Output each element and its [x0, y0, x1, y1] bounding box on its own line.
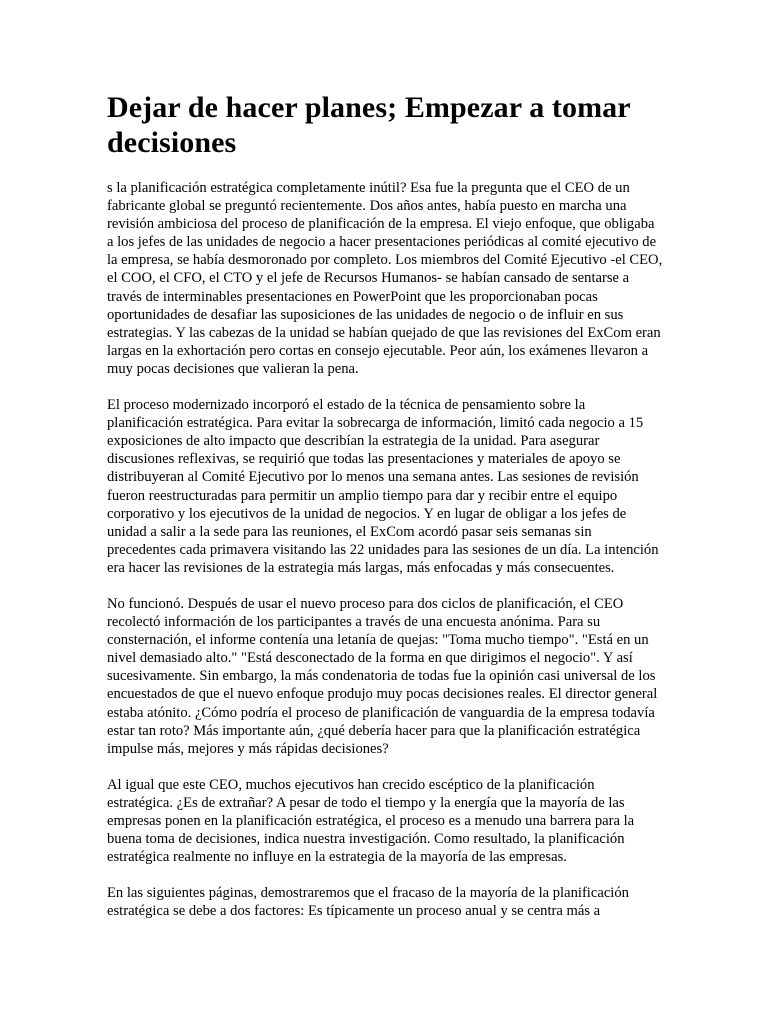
paragraph-5: En las siguientes páginas, demostraremos que el fracaso de la mayoría de la planificación estratégica se debe a dos factores: Es típicamente un proceso anual y se centra más a: [107, 885, 629, 920]
paragraph-3: No funcionó. Después de usar el nuevo proceso para dos ciclos de planificación, el CEO recolectó información de los participantes a través de una encuesta anónima. Para su consternación, el informe contenía una letanía de quejas: "Toma mucho tiempo". "Está en un nivel demasiado alto." "Está desconectado de la forma en que dirigimos el negocio". Y así sucesivamente. Sin embargo, la más condenatoria de todas fue la opinión casi universal de los encuestados de que el nuevo enfoque produjo muy pocas decisiones reales. El director general estaba atónito. ¿Cómo podría el proceso de planificación de vanguardia de la empresa todavía estar tan roto? Más importante aún, ¿qué debería hacer para que la planificación estratégica impulse más, mejores y más rápidas decisiones?: [107, 595, 658, 757]
paragraph-1: s la planificación estratégica completamente inútil? Esa fue la pregunta que el CEO de un fabricante global se preguntó recientemente. Dos años antes, había puesto en marcha una revisión ambiciosa del proceso de planificación de la empresa. El viejo enfoque, que obligaba a los jefes de las unidades de negocio a hacer presentaciones periódicas al comité ejecutivo de la empresa, se había desmoronado por completo. Los miembros del Comité Ejecutivo -el CEO, el COO, el CFO, el CTO y el jefe de Recursos Humanos- se habían cansado de sentarse a través de interminables presentaciones en PowerPoint que les proporcionaban pocas oportunidades de desafiar las suposiciones de las unidades de negocio o de influir en sus estrategias. Y las cabezas de la unidad se habían quejado de que las revisiones del ExCom eran largas en la exhortación pero cortas en consejo ejecutable. Peor aún, los exámenes llevaron a muy pocas decisiones que valieran la pena.: [107, 180, 663, 377]
paragraph-2: El proceso modernizado incorporó el estado de la técnica de pensamiento sobre la planificación estratégica. Para evitar la sobrecarga de información, limitó cada negocio a 15 exposiciones de alto impacto que describían la estrategia de la unidad. Para asegurar discusiones reflexivas, se requirió que todas las presentaciones y materiales de apoyo se distribuyeran al Comité Ejecutivo por lo menos una semana antes. Las sesiones de revisión fueron reestructuradas para permitir un amplio tiempo para dar y recibir entre el equipo corporativo y los ejecutivos de la unidad de negocios. Y en lugar de obligar a los jefes de unidad a salir a la sede para las reuniones, el ExCom acordó pasar seis semanas sin precedentes cada primavera visitando las 22 unidades para las sesiones de un día. La intención era hacer las revisiones de la estrategia más largas, más enfocadas y más consecuentes.: [107, 397, 659, 576]
paragraph-4: Al igual que este CEO, muchos ejecutivos han crecido escéptico de la planificación estratégica. ¿Es de extrañar? A pesar de todo el tiempo y la energía que la mayoría de las empresas ponen en la planificación estratégica, el proceso es a menudo una barrera para la buena toma de decisiones, indica nuestra investigación. Como resultado, la planificación estratégica realmente no influye en la estrategia de la mayoría de las empresas.: [107, 776, 635, 866]
document-page: [107, 90, 663, 938]
document-title: Dejar de hacer planes; Empezar a tomar decisiones: [107, 91, 631, 159]
